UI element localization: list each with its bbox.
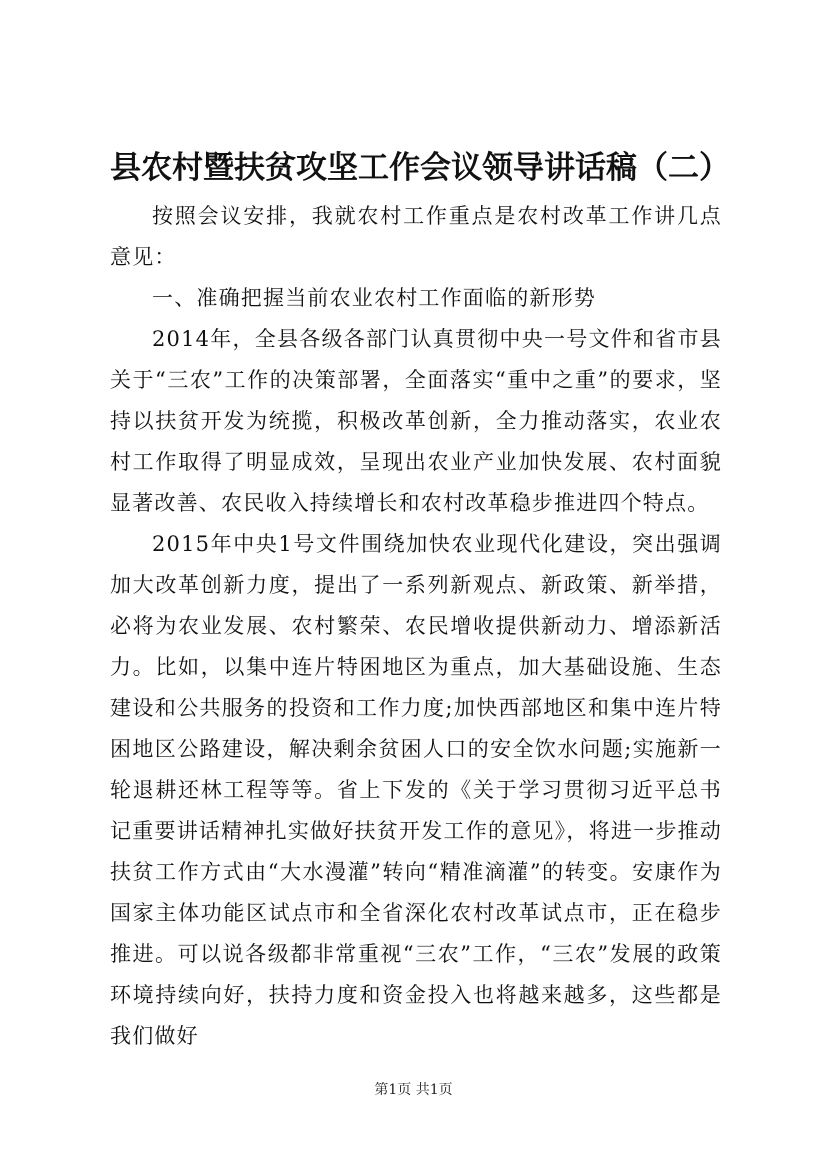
intro-paragraph: 按照会议安排，我就农村工作重点是农村改革工作讲几点意见： bbox=[110, 204, 722, 269]
document-body bbox=[110, 196, 722, 1057]
body-paragraph-2015: 2015年中央1号文件围绕加快农业现代化建设，突出强调加大改革创新力度，提出了一系列新观点、新政策、新举措，必将为农业发展、农村繁荣、农民增收提供新动力、增添新活力。比如，以集中连片特困地区为重点，加大基础设施、生态建设和公共服务的投资和工作力度;加快西部地区和集中连片特困地区公路建设，解决剩余贫困人口的安全饮水问题;实施新一轮退耕还林工程等等。省上下发的《关于学习贯彻习近平总书记重要讲话精神扎实做好扶贫开发工作的意见》，将进一步推动扶贫工作方式由“大水漫灌”转向“精准滴灌”的转变。安康作为国家主体功能区试点市和全省深化农村改革试点市，正在稳步推进。可以说各级都非常重视“三农”工作，“三农”发展的政策环境持续向好，扶持力度和资金投入也将越来越多，这些都是我们做好 bbox=[110, 532, 722, 1048]
section-heading: 一、准确把握当前农业农村工作面临的新形势 bbox=[152, 286, 596, 310]
page-footer: 第1页 共1页 bbox=[374, 1082, 453, 1098]
body-paragraph-2014: 2014年，全县各级各部门认真贯彻中央一号文件和省市县关于“三农”工作的决策部署，全面落实“重中之重”的要求，坚持以扶贫开发为统揽，积极改革创新，全力推动落实，农业农村工作取得了明显成效，呈现出农业产业加快发展、农村面貌显著改善、农民收入持续增长和农村改革稳步推进四个特点。 bbox=[110, 327, 722, 515]
document-title: 县农村暨扶贫攻坚工作会议领导讲话稿（二） bbox=[110, 150, 730, 186]
